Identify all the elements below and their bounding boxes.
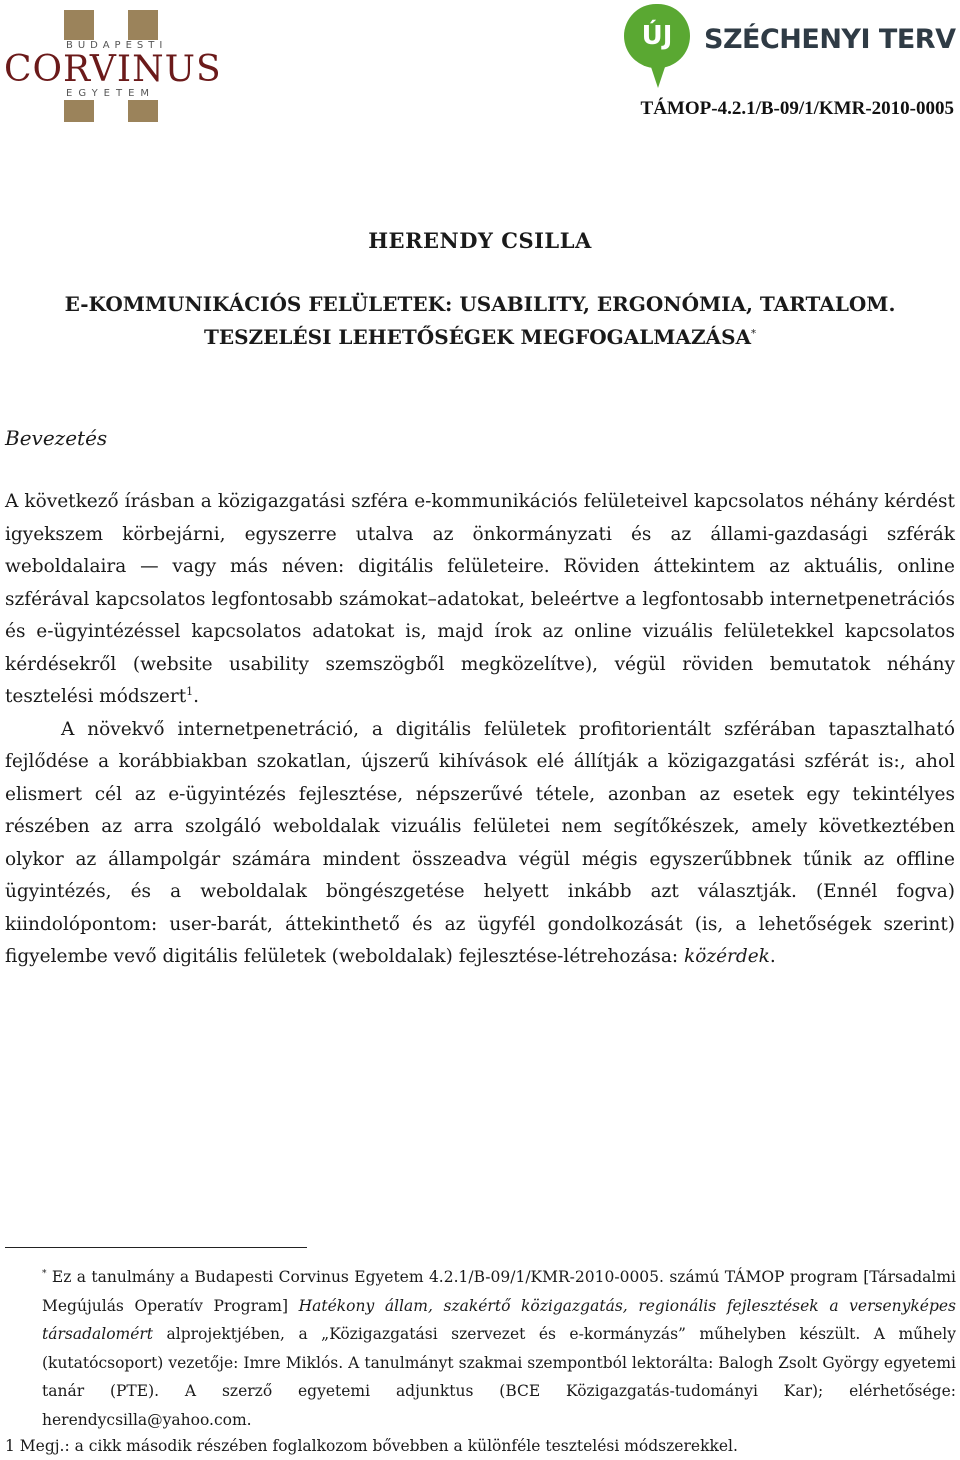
paper-title-line1: E-KOMMUNIKÁCIÓS FELÜLETEK: USABILITY, ERGONÓMIA, TARTALOM. [64, 292, 896, 316]
logo-line-bottom: EGYETEM [66, 88, 156, 99]
logo-badge: ÚJ [641, 21, 673, 51]
paragraph: A következő írásban a közigazgatási szféra e-kommunikációs felületeivel kapcsolatos néhány kérdést igyekszem körbejárni, egyszerre utalva az önkormányzati és az állami-gazdasági szférák weboldalaira — vagy más néven: digitális felületeire. Röviden áttekintem az aktuális, online szférával kapcsolatos legfontosabb számokat–adatokat, beleértve a legfontosabb internetpenetrációs és e-ügyintézéssel kapcsolatos adatokat is, majd írok az online vizuális felületekkel kapcsolatos kérdésekről (website usability szemszögből megközelítve), végül röviden bemutatok néhány tesztelési módszert$^1$. [5, 491, 955, 707]
footnote-1: 1 Megj.: a cikk második részében foglalkozom bővebben a különféle tesztelési módszerekkel. [5, 1437, 738, 1455]
emphasis: közérdek [683, 946, 770, 967]
paper-title-line2: TESZELÉSI LEHETŐSÉGEK MEGFOGALMAZÁSA* [203, 325, 757, 349]
ornament-bottom-icon [64, 100, 158, 122]
footnote-mark[interactable]: * [751, 328, 757, 340]
logo-line-top: BUDAPESTI [66, 40, 168, 51]
body-text [5, 486, 955, 974]
szechenyi-terv-logo [624, 4, 960, 96]
corvinus-logo [4, 4, 222, 124]
ornament-top-icon [64, 10, 158, 40]
logo-name: SZÉCHENYI TERV [704, 24, 956, 55]
paragraph: A növekvő internetpenetráció, a digitális felületek profitorientált szférában tapasztalható fejlődése a korábbiakban szokatlan, újszerű kihívások elé állítják a közigazgatási szférát is:, ahol elismert cél az e-ügyintézés fejlesztése, népszerűvé tétele, azonban az esetek egy tekintélyes részében az arra szolgáló weboldalak vizuális felületei nem segítőkészek, amely következtében olykor az állampolgár számára mindent összeadva végül mégis egyszerűbbnek tűnik az offline ügyintézés, és a weboldalak böngészgetése helyett inkább azt választják. (Ennél fogva) kiindolópontom: user-barát, áttekinthető és az ügyfél gondolkozását (is, a lehetőségek szerint) figyelembe vevő digitális felületek (weboldalak) fejlesztése-létrehozása: közérdek. [5, 718, 955, 967]
author-name: HERENDY CSILLA [368, 228, 592, 253]
section-heading: Bevezetés [5, 426, 108, 450]
footnote-ref[interactable]: 1 [186, 684, 194, 698]
project-code: TÁMOP-4.2.1/B-09/1/KMR-2010-0005 [640, 98, 954, 119]
logo-name: CORVINUS [4, 49, 222, 90]
footnote-divider [5, 1247, 307, 1248]
footnote-star: * Ez a tanulmány a Budapesti Corvinus Egyetem 4.2.1/B-09/1/KMR-2010-0005. számú TÁMOP program [Társadalmi Megújulás Operatív Program] Hatékony állam, szakértő közigazgatás, regionális fejlesztések a versenyképes társadalomért alprojektjében, a „Közigazgatási szervezet és e-kormányzás” műhelyben készült. A műhely (kutatócsoport) vezetője: Imre Miklós. A tanulmányt szakmai szempontból lektorálta: Balogh Zsolt György egyetemi tanár (PTE). A szerző egyetemi adjunktus (BCE Közigazgatás-tudományi Kar); elérhetősége: herendycsilla@yahoo.com. [42, 1268, 956, 1429]
